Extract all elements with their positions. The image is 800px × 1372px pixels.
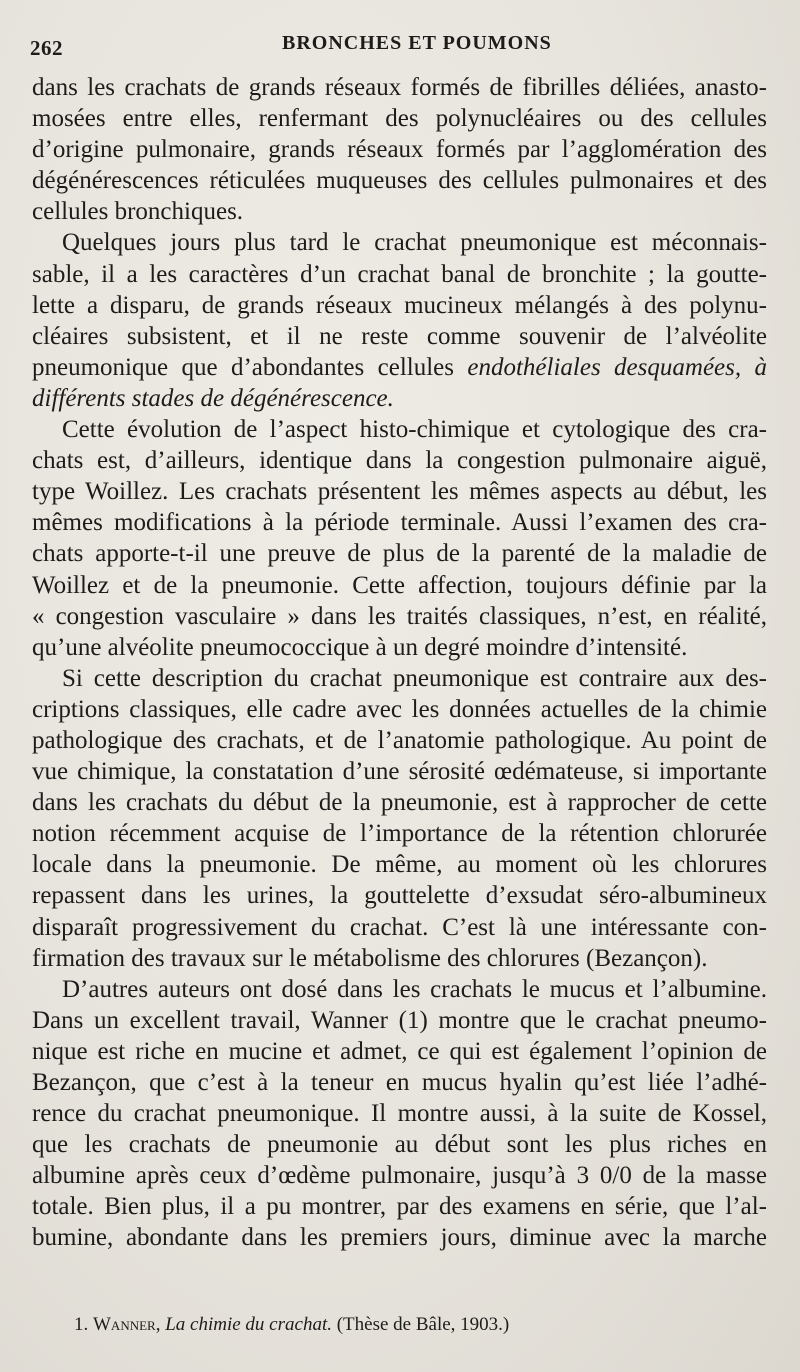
text-line: dans les crachats du début de la pneumonie, est à rapprocher de cette xyxy=(32,789,767,817)
text-line: rence du crachat pneumonique. Il montre aussi, à la suite de Kossel, xyxy=(32,1100,767,1128)
text-segment: pneumonique que d’abondantes cellules xyxy=(32,353,454,381)
text-line: vue chimique, la constatation d’une sérosité œdémateuse, si importante xyxy=(32,758,767,786)
text-line: cléaires subsistent, et il ne reste comme souvenir de l’alvéolite xyxy=(32,322,767,350)
italic-text: différents stades de dégénérescence. xyxy=(32,384,394,412)
text-line-with-italic xyxy=(32,352,767,383)
text-line: notion récemment acquise de l’importance de la rétention chlorurée xyxy=(32,820,767,848)
footnote xyxy=(74,1314,509,1336)
body-text xyxy=(32,72,767,1254)
text-line: que les crachats de pneumonie au début sont les plus riches en xyxy=(32,1131,767,1159)
page-header xyxy=(0,30,800,60)
text-line: Bezançon, que c’est à la teneur en mucus hyalin qu’est liée l’adhé- xyxy=(32,1069,767,1096)
footnote-number: 1. xyxy=(74,1314,89,1335)
italic-phrase: endothéliales desquamées, à xyxy=(467,353,767,381)
text-line: disparaît progressivement du crachat. C’est là une intéressante con- xyxy=(32,913,767,941)
text-line: dans les crachats de grands réseaux formés de fibrilles déliées, anasto- xyxy=(32,74,767,101)
text-line: d’origine pulmonaire, grands réseaux formés par l’agglomération des xyxy=(32,136,767,164)
text-line: Dans un excellent travail, Wanner (1) montre que le crachat pneumo- xyxy=(32,1006,767,1034)
text-line: sable, il a les caractères d’un crachat banal de bronchite ; la goutte- xyxy=(32,260,767,288)
footnote-source: (Thèse de Bâle, 1903.) xyxy=(336,1314,510,1335)
running-title: BRONCHES ET POUMONS xyxy=(282,32,552,54)
text-line: mêmes modifications à la période terminale. Aussi l’examen des cra- xyxy=(32,509,767,537)
text-line: locale dans la pneumonie. De même, au moment où les chlorures xyxy=(32,851,767,879)
text-line: cellules bronchiques. xyxy=(32,198,244,226)
paragraph-start-line: Si cette description du crachat pneumonique est contraire aux des- xyxy=(62,664,767,692)
text-line: chats apporte-t-il une preuve de plus de la parenté de la maladie de xyxy=(32,540,767,568)
paragraph-start-line: Cette évolution de l’aspect histo-chimique et cytologique des cra- xyxy=(62,416,767,444)
text-line: criptions classiques, elle cadre avec les données actuelles de la chimie xyxy=(32,695,767,723)
text-line: « congestion vasculaire » dans les traités classiques, n’est, en réalité, xyxy=(32,602,767,630)
text-line: Woillez et de la pneumonie. Cette affection, toujours définie par la xyxy=(32,571,767,599)
text-line: mosées entre elles, renfermant des polynucléaires ou des cellules xyxy=(32,105,767,133)
italic-line xyxy=(32,383,767,414)
text-line: bumine, abondante dans les premiers jours, diminue avec la marche xyxy=(32,1224,767,1252)
text-line: totale. Bien plus, il a pu montrer, par des examens en série, que l’al- xyxy=(32,1193,767,1221)
text-line: qu’une alvéolite pneumococcique à un degré moindre d’intensité. xyxy=(32,633,688,661)
text-line: dégénérescences réticulées muqueuses des cellules pulmonaires et des xyxy=(32,167,767,195)
text-line: lette a disparu, de grands réseaux mucineux mélangés à des polynu- xyxy=(32,291,767,319)
text-line: albumine après ceux d’œdème pulmonaire, jusqu’à 3 0/0 de la masse xyxy=(32,1162,767,1190)
text-line: pathologique des crachats, et de l’anatomie pathologique. Au point de xyxy=(32,726,767,754)
page-number: 262 xyxy=(30,36,63,60)
paragraph-start-line: Quelques jours plus tard le crachat pneumonique est méconnais- xyxy=(62,229,767,257)
footnote-title: La chimie du crachat. xyxy=(165,1314,332,1335)
text-line: repassent dans les urines, la gouttelette d’exsudat séro-albumineux xyxy=(32,882,767,910)
text-line: type Woillez. Les crachats présentent les mêmes aspects au début, les xyxy=(32,478,767,506)
text-line: nique est riche en mucine et admet, ce qui est également l’opinion de xyxy=(32,1037,767,1065)
footnote-author: Wanner, xyxy=(93,1314,161,1335)
text-line: firmation des travaux sur le métabolisme des chlorures (Bezançon). xyxy=(32,944,708,972)
paragraph-start-line: D’autres auteurs ont dosé dans les crachats le mucus et l’albumine. xyxy=(62,975,767,1003)
text-line: chats est, d’ailleurs, identique dans la congestion pulmonaire aiguë, xyxy=(32,447,767,475)
